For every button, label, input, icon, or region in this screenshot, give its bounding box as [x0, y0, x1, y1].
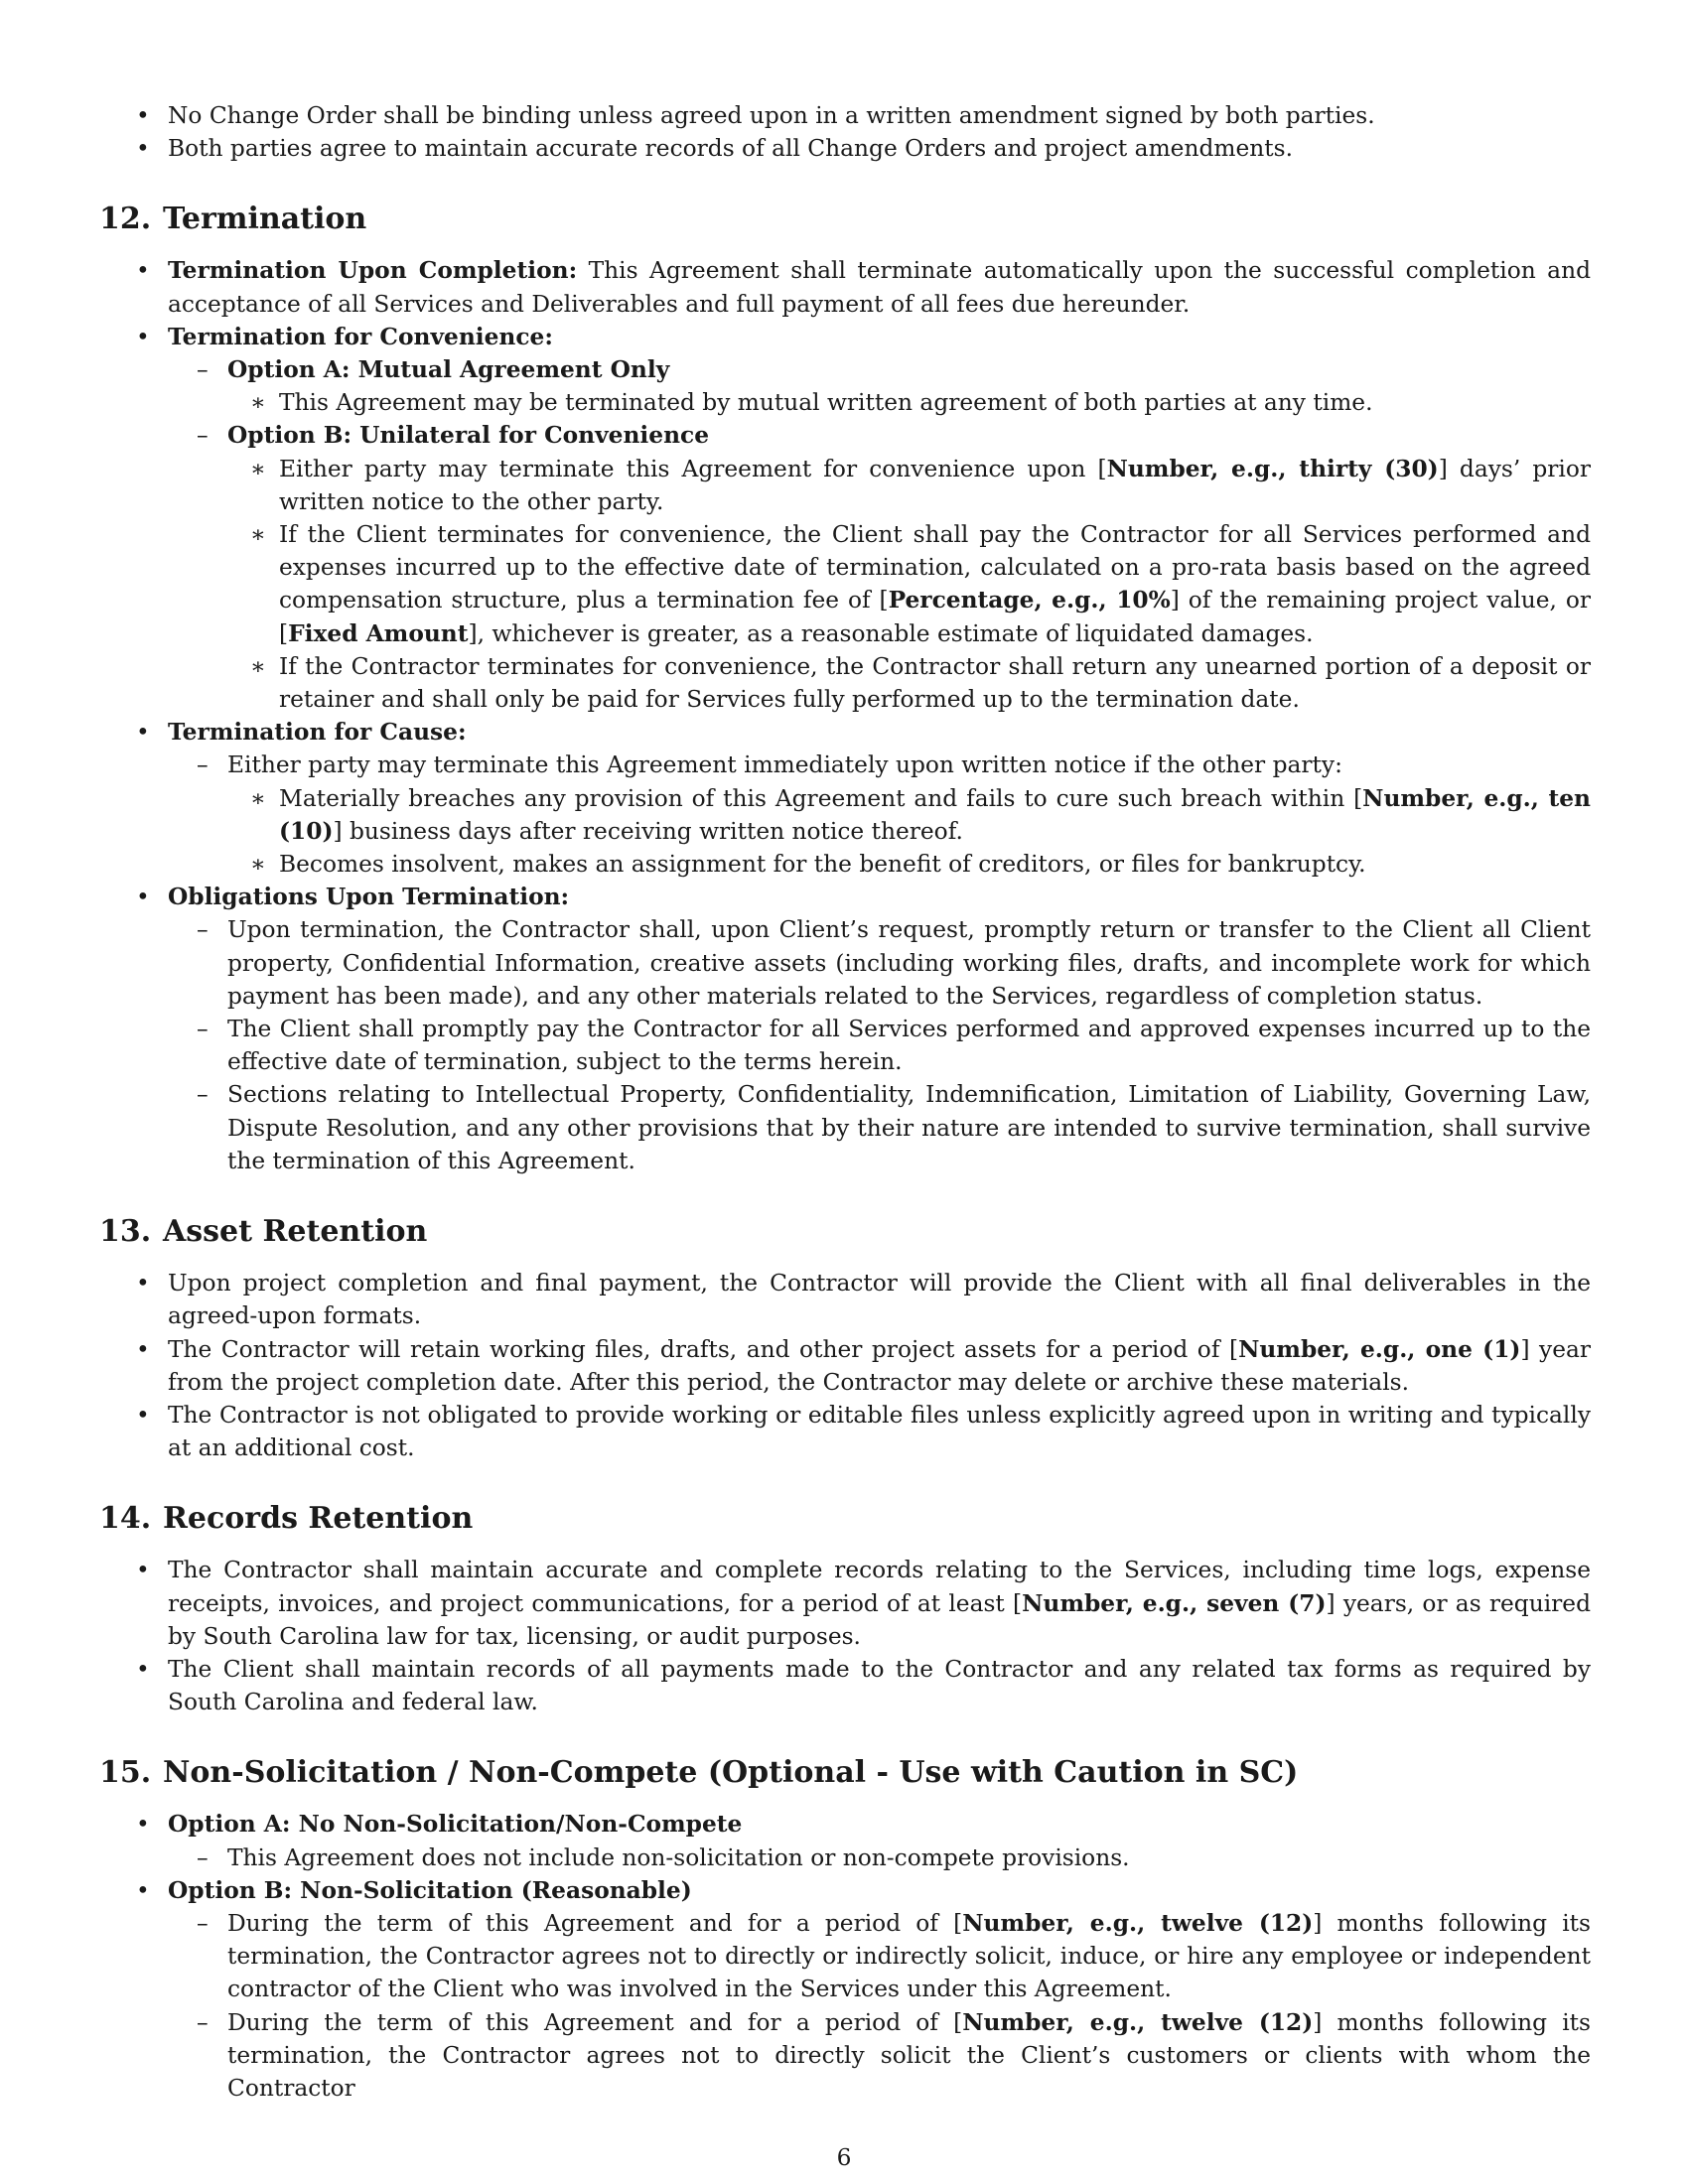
- option-b-label: Option B: Unilateral for Convenience: [227, 422, 710, 450]
- list-item: – Sections relating to Intellectual Property, Confidentiality, Indemnification, Limitation of Liability, Governing Law, Dispute Resolution, and any other provisions that by their nature are intended to survive termination, shall survive the termination of this Agreement.: [99, 1078, 1591, 1177]
- section-heading-13: 13. Asset Retention: [99, 1214, 428, 1250]
- list-item: • The Contractor shall maintain accurate and complete records relating to the Services, including time logs, expense receipts, invoices, and project communications, for a period of at least [Number, e.g., seven (7)] years, or as required by South Carolina law for tax, licensing, or audit purposes.: [99, 1554, 1591, 1653]
- list-item: [99, 1874, 1591, 1907]
- noncompete-option-a-label: Option A: No Non-Solicitation/Non-Compete: [168, 1811, 743, 1839]
- list-item: ∗ If the Client terminates for convenience, the Client shall pay the Contractor for all Services performed and expenses incurred up to the effective date of termination, calculated on a pro-rata basis based on the agreed compensation structure, plus a termination fee of [Percentage, e.g., 10%] of the remaining project value, or [Fixed Amount], whichever is greater, as a reasonable estimate of liquidated damages.: [99, 518, 1591, 650]
- bullet-icon: •: [136, 1557, 150, 1584]
- bullet-icon: •: [136, 323, 150, 350]
- list-item: – During the term of this Agreement and for a period of [Number, e.g., twelve (12)] months following its termination, the Contractor agrees not to directly or indirectly solicit, induce, or hire any employee or independent contractor of the Client who was involved in the Services under this Agreement.: [99, 1907, 1591, 2006]
- list-item: [99, 386, 1591, 419]
- list-item: – Upon termination, the Contractor shall, upon Client’s request, promptly return or transfer to the Client all Client property, Confidential Information, creative assets (including working files, drafts, and incomplete work for which payment has been made), and any other materials related to the Services, regardless of completion status.: [99, 913, 1591, 1013]
- bullet-icon: •: [136, 102, 150, 129]
- dash-icon: –: [197, 422, 209, 450]
- dash-icon: –: [197, 1843, 209, 1871]
- page-number: 6: [836, 2144, 852, 2171]
- obligations-label: Obligations Upon Termination:: [168, 884, 570, 911]
- list-item: • The Contractor will retain working files, drafts, and other project assets for a period of [Number, e.g., one (1)] year from the project completion date. After this period, the Contractor may delete or archive these materials.: [99, 1333, 1591, 1399]
- list-item: • The Contractor is not obligated to provide working or editable files unless explicitly agreed upon in writing and typically at an additional cost.: [99, 1399, 1591, 1464]
- dash-icon: –: [197, 1016, 209, 1043]
- termination-completion-text: This Agreement shall terminate automatically upon the successful completion and acceptance of all Services and Deliverables and full payment of all fees due hereunder.: [168, 257, 1591, 318]
- bullet-icon: •: [136, 1401, 150, 1429]
- placeholder-records-years: Number, e.g., seven (7): [1022, 1589, 1327, 1617]
- dash-icon: –: [197, 751, 209, 779]
- bullet-icon: •: [136, 135, 150, 163]
- noncompete-option-b-label: Option B: Non-Solicitation (Reasonable): [168, 1876, 692, 1904]
- option-a-text: This Agreement may be terminated by mutual written agreement of both parties at any time.: [279, 389, 1373, 417]
- asterisk-icon: ∗: [250, 455, 266, 482]
- list-item: [99, 353, 1591, 386]
- bullet-icon: •: [136, 1655, 150, 1683]
- list-item: ∗ Materially breaches any provision of this Agreement and fails to cure such breach within [Number, e.g., ten (10)] business days after receiving written notice thereof.: [99, 782, 1591, 848]
- placeholder-retention-years: Number, e.g., one (1): [1238, 1335, 1521, 1363]
- bullet-icon: •: [136, 1876, 150, 1904]
- asterisk-icon: ∗: [250, 784, 266, 812]
- placeholder-customer-months: Number, e.g., twelve (12): [962, 2008, 1314, 2036]
- list-item: – The Client shall promptly pay the Contractor for all Services performed and approved expenses incurred up to the effective date of termination, subject to the terms herein.: [99, 1013, 1591, 1078]
- list-item: [99, 99, 1591, 132]
- list-item: • The Client shall maintain records of all payments made to the Contractor and any related tax forms as required by South Carolina and federal law.: [99, 1653, 1591, 1718]
- document-page: [99, 99, 1591, 2105]
- section-heading-15: 15. Non-Solicitation / Non-Compete (Optional - Use with Caution in SC): [99, 1755, 1299, 1791]
- option-a-label: Option A: Mutual Agreement Only: [227, 356, 670, 384]
- section-heading-12: 12. Termination: [99, 202, 367, 237]
- list-item: – Either party may terminate this Agreement immediately upon written notice if the other party:: [99, 749, 1591, 781]
- intro-bullet-1: No Change Order shall be binding unless agreed upon in a written amendment signed by both parties.: [168, 102, 1375, 129]
- bullet-icon: •: [136, 1270, 150, 1297]
- list-item: ∗ Becomes insolvent, makes an assignment for the benefit of creditors, or files for bankruptcy.: [99, 848, 1591, 881]
- list-item: [99, 321, 1591, 353]
- placeholder-cure-days: Number, e.g., ten (10): [279, 784, 1591, 845]
- dash-icon: –: [197, 356, 209, 384]
- asterisk-icon: ∗: [250, 851, 266, 879]
- list-item: – During the term of this Agreement and for a period of [Number, e.g., twelve (12)] months following its termination, the Contractor agrees not to directly solicit the Client’s customers or clients with whom the Contractor: [99, 2006, 1591, 2106]
- dash-icon: –: [197, 1081, 209, 1109]
- termination-cause-label: Termination for Cause:: [168, 719, 467, 747]
- termination-convenience-label: Termination for Convenience:: [168, 323, 553, 350]
- list-item: • Upon project completion and final payment, the Contractor will provide the Client with all final deliverables in the agreed-upon formats.: [99, 1267, 1591, 1332]
- list-item: ∗ If the Contractor terminates for convenience, the Contractor shall return any unearned portion of a deposit or retainer and shall only be paid for Services fully performed up to the termination date.: [99, 650, 1591, 716]
- bullet-icon: •: [136, 1811, 150, 1839]
- list-item: [99, 716, 1591, 749]
- bullet-icon: •: [136, 257, 150, 285]
- asterisk-icon: ∗: [250, 389, 266, 417]
- list-item: [99, 419, 1591, 452]
- placeholder-nonsolicit-months: Number, e.g., twelve (12): [962, 1909, 1314, 1937]
- list-item: [99, 881, 1591, 913]
- placeholder-fixed-amount: Fixed Amount: [288, 619, 469, 647]
- list-item: ∗ Either party may terminate this Agreement for convenience upon [Number, e.g., thirty (30)] days’ prior written notice to the other party.: [99, 453, 1591, 518]
- section-heading-14: 14. Records Retention: [99, 1501, 474, 1537]
- termination-completion-label: Termination Upon Completion:: [168, 257, 578, 285]
- list-item: – This Agreement does not include non-solicitation or non-compete provisions.: [99, 1842, 1591, 1874]
- list-item: [99, 254, 1591, 320]
- list-item: [99, 132, 1591, 165]
- intro-bullet-2: Both parties agree to maintain accurate records of all Change Orders and project amendments.: [168, 135, 1293, 163]
- bullet-icon: •: [136, 884, 150, 911]
- bullet-icon: •: [136, 719, 150, 747]
- asterisk-icon: ∗: [250, 521, 266, 549]
- asterisk-icon: ∗: [250, 652, 266, 680]
- dash-icon: –: [197, 1909, 209, 1937]
- list-item: [99, 1808, 1591, 1841]
- bullet-icon: •: [136, 1335, 150, 1363]
- placeholder-notice-days: Number, e.g., thirty (30): [1106, 455, 1439, 482]
- intro-bullet-list: [99, 99, 1591, 165]
- dash-icon: –: [197, 2008, 209, 2036]
- placeholder-termination-fee: Percentage, e.g., 10%: [888, 587, 1171, 614]
- dash-icon: –: [197, 916, 209, 944]
